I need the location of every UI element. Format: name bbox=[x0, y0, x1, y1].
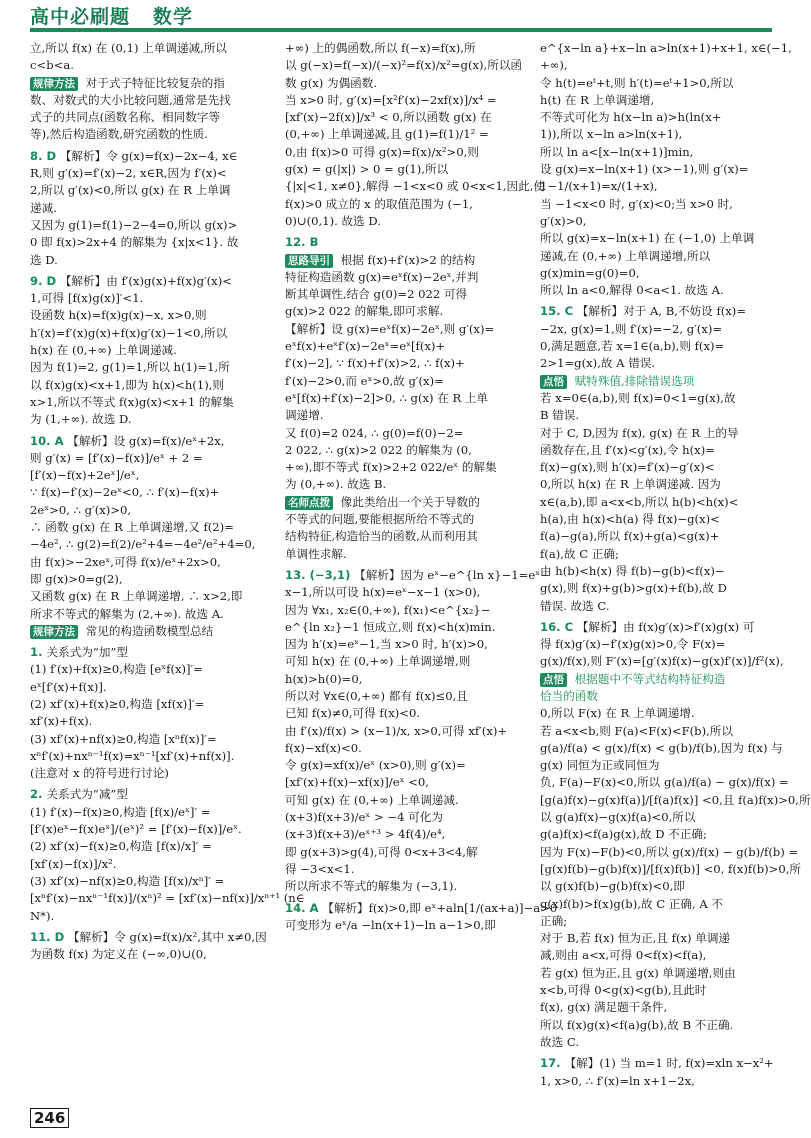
col3-line: 所以 g(x)=x−ln(x+1) 在 (−1,0) 上单调 bbox=[540, 231, 755, 246]
col3-line: 1)),所以 x−ln a>ln(x+1), bbox=[540, 127, 683, 142]
col3-line: 所以 ln a<0,解得 0<a<1. 故选 A. bbox=[540, 283, 724, 298]
col1-line: eˣ[f′(x)+f(x)]. bbox=[30, 679, 107, 694]
col2-line: f′(x)−2>0,而 eˣ>0,故 g′(x)= bbox=[285, 373, 444, 388]
col2-line: [xf′(x)+f(x)−xf(x)]/eˣ <0, bbox=[285, 775, 429, 790]
column-right bbox=[540, 40, 811, 1090]
col2-line: 12. B bbox=[285, 235, 319, 250]
col3-line: 17. 【解】(1) 当 m=1 时, f(x)=xln x−x²+ bbox=[540, 1056, 774, 1071]
col3-line: 函数存在,且 f′(x)<g′(x),令 h(x)= bbox=[540, 442, 715, 457]
col3-line: 点悟 赋特殊值,排除错误选项 bbox=[540, 373, 778, 390]
col1-line: xⁿf′(x)+nxⁿ⁻¹f(x)=xⁿ⁻¹[xf′(x)+nf(x)]. bbox=[30, 748, 235, 763]
col3-line: 1, x>0, ∴ f′(x)=ln x+1−2x, bbox=[540, 1073, 695, 1088]
col2-line: g(x) = g(|x|) > 0 = g(1),所以 bbox=[285, 162, 449, 177]
col2-line: (x+3)f(x+3)/eˣ⁺³ > 4f(4)/e⁴, bbox=[285, 827, 446, 842]
col2-line: 又 f(0)=2 024, ∴ g(0)=f(0)−2= bbox=[285, 425, 464, 440]
col3-line: 得 f(x)g′(x)−f′(x)g(x)>0,令 F(x)= bbox=[540, 637, 726, 652]
col1-line: (2) xf′(x)+f(x)≥0,构造 [xf(x)]′= bbox=[30, 696, 205, 711]
col1-line: 因为 f(1)=2, g(1)=1,所以 h(1)=1,所 bbox=[30, 360, 230, 375]
col1-line: 选 D. bbox=[30, 252, 58, 267]
col2-line: +∞),即不等式 f(x)>2+2 022/eˣ 的解集 bbox=[285, 460, 497, 475]
col1-line: N*). bbox=[30, 908, 55, 923]
col1-line: 8. D 【解析】令 g(x)=f(x)−2x−4, x∈ bbox=[30, 148, 238, 163]
col1-line: 9. D 【解析】由 f′(x)g(x)+f(x)g′(x)< bbox=[30, 273, 232, 288]
col3-line: 以 g(a)f(x)−g(x)f(a)<0,所以 bbox=[540, 810, 696, 825]
col1-line: [f′(x)eˣ−f(x)eˣ]/(eˣ)² = [f′(x)−f(x)]/eˣ. bbox=[30, 822, 242, 837]
col2-line: 名师点拨 像此类给出一个关于导数的 bbox=[285, 494, 525, 511]
col1-line: 1,可得 [f(x)g(x)]′<1. bbox=[30, 291, 144, 306]
col2-line: g(x)>2 022 的解集,即可求解. bbox=[285, 304, 444, 319]
col3-line: 递减,在 (0,+∞) 上单调递增,所以 bbox=[540, 248, 711, 263]
col1-line: 2,所以 g′(x)<0,所以 g(x) 在 R 上单调 bbox=[30, 183, 231, 198]
col3-line: 若 g(x) 恒为正,且 g(x) 单调递增,则由 bbox=[540, 965, 736, 980]
col2-line: 断其单调性,结合 g(0)=2 022 可得 bbox=[285, 287, 468, 302]
col1-line: (2) xf′(x)−f(x)≥0,构造 [f(x)/x]′ = bbox=[30, 839, 212, 854]
col1-line: (1) f′(x)−f(x)≥0,构造 [f(x)/eˣ]′ = bbox=[30, 804, 211, 819]
col1-line: 数、对数式的大小比较问题,通常是先找 bbox=[30, 92, 231, 107]
col1-line: 11. D 【解析】令 g(x)=f(x)/x²,其中 x≠0,因 bbox=[30, 929, 267, 944]
col2-line: {|x|<1, x≠0},解得 −1<x<0 或 0<x<1,因此,使 bbox=[285, 179, 546, 194]
col1-line: −4e², ∴ g(2)=f(2)/e²+4=−4e²/e²+4=0, bbox=[30, 537, 256, 552]
col2-line: 不等式的问题,要能根据所给不等式的 bbox=[285, 512, 475, 527]
col1-line: 2. 关系式为“减”型 bbox=[30, 787, 128, 802]
col3-line: 设 g(x)=x−ln(x+1) (x>−1),则 g′(x)= bbox=[540, 162, 749, 177]
col2-line: 0)∪(0,1). 故选 D. bbox=[285, 213, 381, 228]
col2-line: 当 x>0 时, g′(x)=[x²f′(x)−2xf(x)]/x⁴ = bbox=[285, 92, 497, 107]
col2-line: 为 (0,+∞). 故选 B. bbox=[285, 477, 387, 492]
col2-line: f′(x)−2], ∵ f(x)+f′(x)>2, ∴ f(x)+ bbox=[285, 356, 465, 371]
col3-line: f(a),故 C 正确; bbox=[540, 546, 619, 561]
col2-line: x−1,所以可设 h(x)=eˣ−x−1 (x>0), bbox=[285, 585, 481, 600]
col1-line: c<b<a. bbox=[30, 58, 74, 73]
page-header bbox=[0, 0, 800, 36]
col3-line: 15. C 【解析】对于 A, B,不妨设 f(x)= bbox=[540, 304, 747, 319]
col2-line: f(x)>0 成立的 x 的取值范围为 (−1, bbox=[285, 196, 473, 211]
col2-line: 2 022, ∴ g(x)>2 022 的解集为 (0, bbox=[285, 442, 472, 457]
col2-line: 得 −3<x<1. bbox=[285, 861, 355, 876]
col3-line: g(x)/f(x),则 F′(x)=[g′(x)f(x)−g(x)f′(x)]/f²(x), bbox=[540, 654, 784, 669]
col3-line: 由 h(b)<h(x) 得 f(b)−g(b)<f(x)− bbox=[540, 563, 725, 578]
col1-line: xf′(x)+f(x). bbox=[30, 714, 93, 729]
col2-line: 因为 ∀x₁, x₂∈(0,+∞), f(x₁)<e^{x₂}− bbox=[285, 602, 491, 617]
col1-line: 0 即 f(x)>2x+4 的解集为 {x|x<1}. 故 bbox=[30, 235, 239, 250]
col3-line: 减,则由 a<x,可得 0<f(x)<f(a), bbox=[540, 948, 707, 963]
col3-line: f(a)−g(a),所以 f(x)+g(a)<g(x)+ bbox=[540, 529, 720, 544]
col1-line: 以 f(x)g(x)<x+1,即为 h(x)<h(1),则 bbox=[30, 377, 224, 392]
col2-line: 0,由 f(x)>0 可得 g(x)=f(x)/x²>0,则 bbox=[285, 144, 479, 159]
col1-line: 设函数 h(x)=f(x)g(x)−x, x>0,则 bbox=[30, 308, 207, 323]
col3-line: 故选 C. bbox=[540, 1034, 580, 1049]
col3-line: e^{x−ln a}+x−ln a>ln(x+1)+x+1, x∈(−1, bbox=[540, 41, 792, 55]
col2-line: f(x)−xf(x)<0. bbox=[285, 740, 362, 755]
col2-line: 可知 h(x) 在 (0,+∞) 上单调递增,则 bbox=[285, 654, 471, 669]
col3-line: 恰当的函数 bbox=[540, 688, 598, 703]
header-rule bbox=[30, 28, 772, 32]
col2-line: (0,+∞) 上单调递减,且 g(1)=f(1)/1² = bbox=[285, 127, 489, 142]
col3-line: h(a),由 h(x)<h(a) 得 f(x)−g(x)< bbox=[540, 512, 720, 527]
col2-line: 已知 f(x)≠0,可得 f(x)<0. bbox=[285, 706, 421, 721]
col2-line: e^{ln x₂}−1 恒成立,则 f(x)<h(x)min. bbox=[285, 619, 496, 634]
col2-line: 所以对 ∀x∈(0,+∞) 都有 f(x)≤0,且 bbox=[285, 688, 468, 703]
col3-line: 对于 B,若 f(x) 恒为正,且 f(x) 单调递 bbox=[540, 931, 731, 946]
col1-line: [xf′(x)−f(x)]/x². bbox=[30, 856, 117, 871]
col3-line: x∈(a,b),即 a<x<b,所以 h(b)<h(x)< bbox=[540, 494, 739, 509]
col3-line: f(x), g(x) 满足题干条件, bbox=[540, 1000, 668, 1015]
col3-line: 负, F(a)−F(x)<0,所以 g(a)/f(a) − g(x)/f(x) = bbox=[540, 775, 789, 790]
col3-line: [g(x)f(b)−g(b)f(x)]/[f(x)f(b)] <0, f(x)f(b)>0,所 bbox=[540, 861, 802, 876]
col2-line: 即 g(x+3)>g(4),可得 0<x+3<4,解 bbox=[285, 844, 478, 859]
col3-line: 错误. 故选 C. bbox=[540, 598, 610, 613]
col1-line: ∴ 函数 g(x) 在 R 上单调递增,又 f(2)= bbox=[30, 520, 234, 535]
col1-line: 规律方法 常见的构造函数模型总结 bbox=[30, 623, 270, 640]
col3-line: g′(x)>0, bbox=[540, 213, 587, 228]
col2-line: 调递增. bbox=[285, 408, 324, 423]
col1-line: 即 g(x)>0=g(2), bbox=[30, 571, 123, 586]
col3-line: +∞), bbox=[540, 58, 568, 73]
col3-line: g(a)/f(a) < g(x)/f(x) < g(b)/f(b),因为 f(x) 与 bbox=[540, 740, 783, 755]
col1-line: 等),然后构造函数,研究函数的性质. bbox=[30, 127, 208, 142]
col3-line: 0,满足题意,若 x=1∈(a,b),则 f(x)= bbox=[540, 339, 725, 354]
col3-line: g(x),则 f(x)+g(b)>g(x)+f(b),故 D bbox=[540, 581, 727, 596]
col2-line: 数 g(x) 为偶函数. bbox=[285, 75, 378, 90]
col2-line: 因为 h′(x)=eˣ−1,当 x>0 时, h′(x)>0, bbox=[285, 637, 488, 652]
col1-line: 2eˣ>0, ∴ g′(x)>0, bbox=[30, 502, 132, 517]
col1-line: (1) f′(x)+f(x)≥0,构造 [eˣf(x)]′= bbox=[30, 662, 203, 677]
col1-line: h(x) 在 (0,+∞) 上单调递减. bbox=[30, 343, 177, 358]
col3-line: 当 −1<x<0 时, g′(x)<0;当 x>0 时, bbox=[540, 196, 733, 211]
col2-line: +∞) 上的偶函数,所以 f(−x)=f(x),所 bbox=[285, 41, 476, 55]
col1-line: (注意对 x 的符号进行讨论) bbox=[30, 766, 169, 781]
col2-line: 令 g(x)=xf(x)/eˣ (x>0),则 g′(x)= bbox=[285, 758, 466, 773]
col3-line: 所以 ln a<[x−ln(x+1)]min, bbox=[540, 144, 694, 159]
col3-line: 令 h(t)=eᵗ+t,则 h′(t)=eᵗ+1>0,所以 bbox=[540, 75, 734, 90]
col3-line: 不等式可化为 h(x−ln a)>h(ln(x+ bbox=[540, 110, 722, 125]
col1-line: 为 (1,+∞). 故选 D. bbox=[30, 412, 132, 427]
col2-line: 思路导引 根据 f(x)+f′(x)>2 的结构 bbox=[285, 252, 525, 269]
col3-line: [g(a)f(x)−g(x)f(a)]/[f(a)f(x)] <0,且 f(a)f(x)>0,所 bbox=[540, 792, 811, 807]
page-number: 246 bbox=[30, 1108, 69, 1128]
col3-line: f(x)−g(x),则 h′(x)=f′(x)−g′(x)< bbox=[540, 460, 715, 475]
col3-line: 若 x=0∈(a,b),则 f(x)=0<1=g(x),故 bbox=[540, 390, 736, 405]
col3-line: g(x)f(b)>f(x)g(b),故 C 正确, A 不 bbox=[540, 896, 723, 911]
col2-line: 结构特征,构造恰当的函数,从而利用其 bbox=[285, 529, 478, 544]
col3-line: 对于 C, D,因为 f(x), g(x) 在 R 上的导 bbox=[540, 425, 739, 440]
col1-line: [f′(x)−f(x)+2eˣ]/eˣ, bbox=[30, 468, 140, 483]
col1-line: 式子的共同点(函数名称、相同数字等 bbox=[30, 110, 221, 125]
col2-line: 所以所求不等式的解集为 (−3,1). bbox=[285, 879, 458, 894]
col2-line: 单调性求解. bbox=[285, 546, 347, 561]
col1-line: x>1,所以不等式 f(x)g(x)<x+1 的解集 bbox=[30, 394, 234, 409]
col1-line: R,则 g′(x)=f′(x)−2, x∈R,因为 f′(x)< bbox=[30, 166, 227, 181]
col3-line: 点悟 根据题中不等式结构特征构造 bbox=[540, 671, 778, 688]
col1-line: 规律方法 对于式子特征比较复杂的指 bbox=[30, 75, 270, 92]
col1-line: 10. A 【解析】设 g(x)=f(x)/eˣ+2x, bbox=[30, 433, 225, 448]
col3-line: g(x)min=g(0)=0, bbox=[540, 265, 640, 280]
col1-line: 为函数 f(x) 为定义在 (−∞,0)∪(0, bbox=[30, 947, 207, 962]
col1-line: 1. 关系式为“加”型 bbox=[30, 645, 128, 660]
col2-line: 可知 g(x) 在 (0,+∞) 上单调递减. bbox=[285, 792, 459, 807]
col3-line: 正确; bbox=[540, 913, 568, 928]
col1-line: (3) xf′(x)+nf(x)≥0,构造 [xⁿf(x)]′= bbox=[30, 731, 217, 746]
col2-line: 可变形为 eˣ/a −ln(x+1)−ln a−1>0,即 bbox=[285, 917, 496, 932]
col3-line: 若 a<x<b,则 F(a)<F(x)<F(b),所以 bbox=[540, 723, 733, 738]
col2-line: 以 g(−x)=f(−x)/(−x)²=f(x)/x²=g(x),所以函 bbox=[285, 58, 523, 73]
col3-line: 0,所以 F(x) 在 R 上单调递增. bbox=[540, 706, 695, 721]
col3-line: x<b,可得 0<g(x)<g(b),且此时 bbox=[540, 983, 707, 998]
col3-line: 因为 F(x)−F(b)<0,所以 g(x)/f(x) − g(b)/f(b) = bbox=[540, 844, 799, 859]
col3-line: 1−1/(x+1)=x/(1+x), bbox=[540, 179, 658, 194]
col3-line: −2x, g(x)=1,则 f′(x)=−2, g′(x)= bbox=[540, 321, 723, 336]
col1-line: 所求不等式的解集为 (2,+∞). 故选 A. bbox=[30, 606, 224, 621]
col3-line: 16. C 【解析】由 f(x)g′(x)>f′(x)g(x) 可 bbox=[540, 619, 755, 634]
col3-line: 所以 f(x)g(x)<f(a)g(b),故 B 不正确. bbox=[540, 1017, 734, 1032]
header-title: 高中必刷题 数学 bbox=[30, 6, 193, 28]
col3-line: 0,所以 h(x) 在 R 上单调递减. 因为 bbox=[540, 477, 721, 492]
col1-line: 由 f(x)>−2xeˣ,可得 f(x)/eˣ+2x>0, bbox=[30, 554, 221, 569]
col3-line: g(x) 同恒为正或同恒为 bbox=[540, 758, 660, 773]
col3-line: B 错误. bbox=[540, 408, 580, 423]
col1-line: ∵ f(x)−f′(x)−2eˣ<0, ∴ f′(x)−f(x)+ bbox=[30, 485, 220, 500]
col3-line: g(a)f(x)<f(a)g(x),故 D 不正确; bbox=[540, 827, 707, 842]
col1-line: 则 g′(x) = [f′(x)−f(x)]/eˣ + 2 = bbox=[30, 450, 203, 465]
col1-line: 立,所以 f(x) 在 (0,1) 上单调递减,所以 bbox=[30, 41, 228, 55]
col1-line: 递减. bbox=[30, 200, 57, 215]
col3-line: 2>1=g(x),故 A 错误. bbox=[540, 356, 656, 371]
col1-line: (3) xf′(x)−nf(x)≥0,构造 [f(x)/xⁿ]′ = bbox=[30, 873, 225, 888]
col2-line: 13. (−3,1) 【解析】因为 eˣ−e^{ln x}−1=eˣ− bbox=[285, 567, 550, 582]
col1-line: [xⁿf′(x)−nxⁿ⁻¹f(x)]/(xⁿ)² = [xf′(x)−nf(x)]/xⁿ⁺¹ (n∈ bbox=[30, 891, 305, 906]
col2-line: 14. A 【解析】f(x)>0,即 eˣ+aln[1/(ax+a)]−a>0 bbox=[285, 900, 558, 915]
col2-line: eˣf(x)+eˣf′(x)−2eˣ=eˣ[f(x)+ bbox=[285, 339, 446, 354]
col1-line: h′(x)=f′(x)g(x)+f(x)g′(x)−1<0,所以 bbox=[30, 325, 228, 340]
col2-line: [xf′(x)−2f(x)]/x³ < 0,所以函数 g(x) 在 bbox=[285, 110, 492, 125]
col1-line: 又因为 g(1)=f(1)−2−4=0,所以 g(x)> bbox=[30, 217, 238, 232]
col3-line: h(t) 在 R 上单调递增, bbox=[540, 92, 655, 107]
col2-line: 特征构造函数 g(x)=eˣf(x)−2eˣ,并判 bbox=[285, 269, 479, 284]
col2-line: (x+3)f(x+3)/eˣ > −4 可化为 bbox=[285, 810, 443, 825]
col3-line: 以 g(x)f(b)−g(b)f(x)<0,即 bbox=[540, 879, 685, 894]
col1-line: 又函数 g(x) 在 R 上单调递增, ∴ x>2,即 bbox=[30, 589, 243, 604]
col2-line: h(x)>h(0)=0, bbox=[285, 671, 363, 686]
col2-line: eˣ[f(x)+f′(x)−2]>0, ∴ g(x) 在 R 上单 bbox=[285, 390, 489, 405]
col2-line: 【解析】设 g(x)=eˣf(x)−2eˣ,则 g′(x)= bbox=[285, 321, 495, 336]
col2-line: 由 f′(x)/f(x) > (x−1)/x, x>0,可得 xf′(x)+ bbox=[285, 723, 508, 738]
